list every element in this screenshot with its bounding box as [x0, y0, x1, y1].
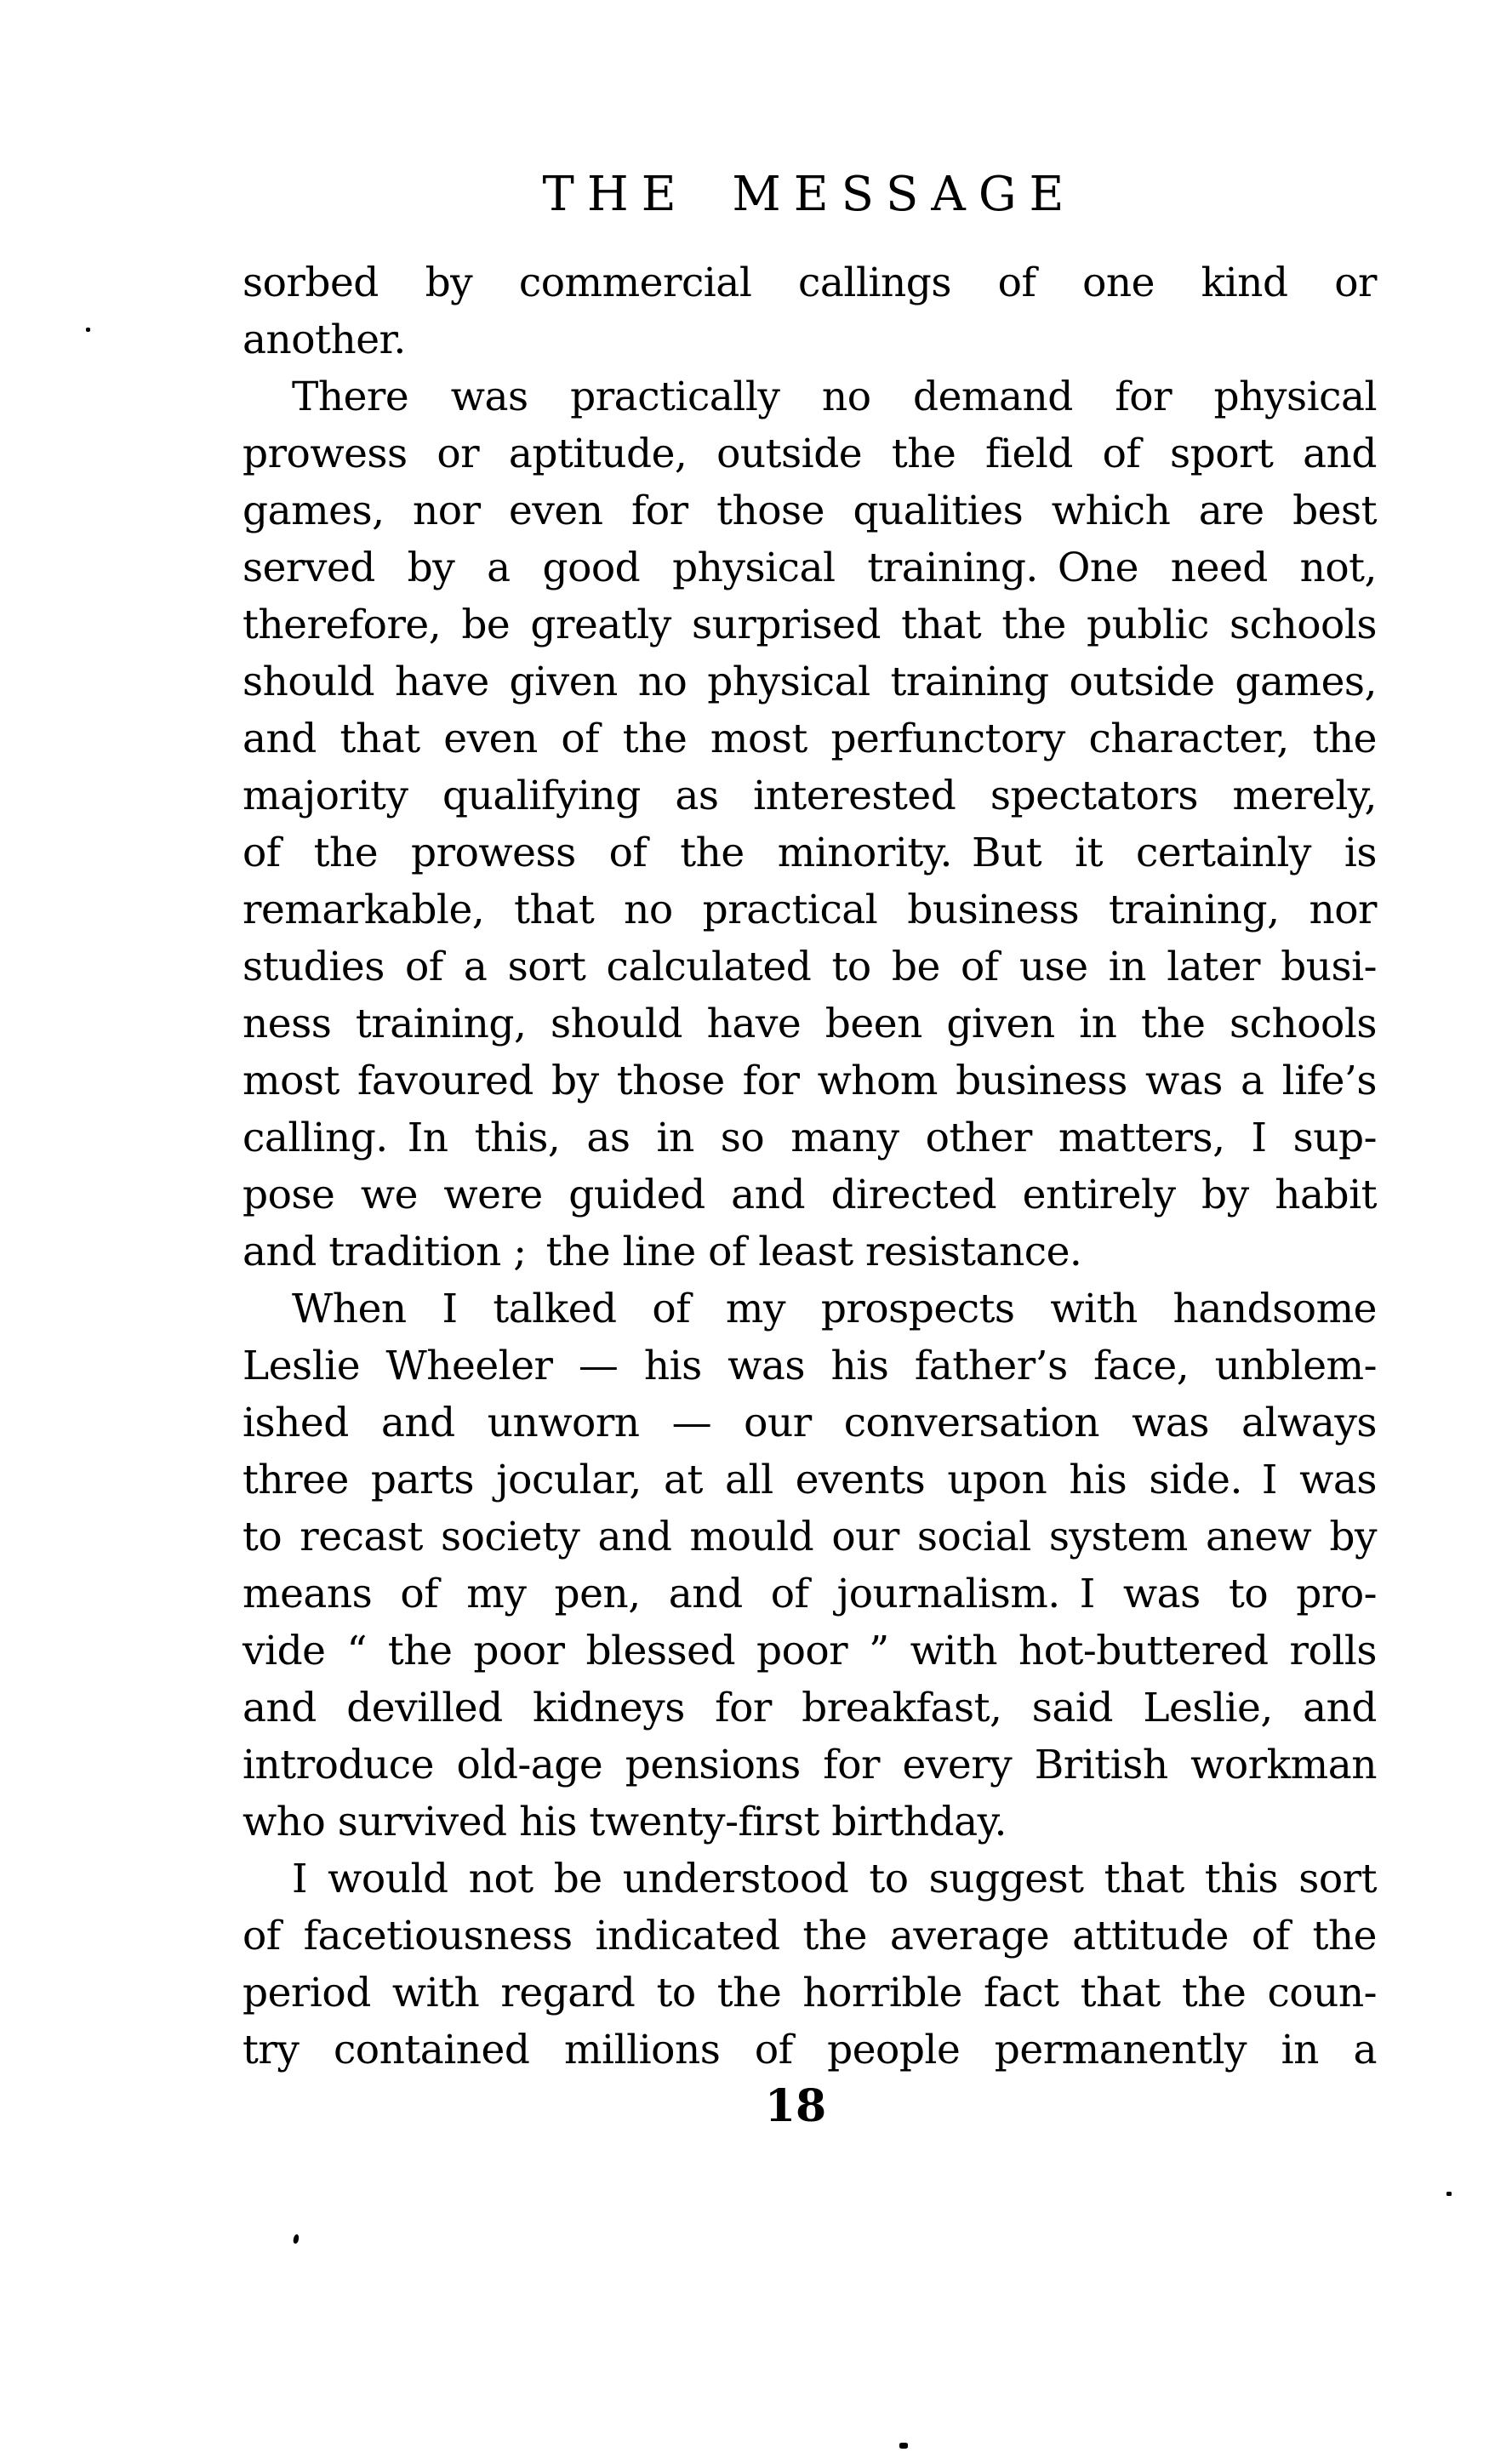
text-line: of the prowess of the minority. But it certainly is [242, 830, 1377, 876]
text-line: served by a good physical training. One need not, [242, 545, 1377, 591]
text-line: sorbed by commercial callings of one kind or [242, 259, 1377, 306]
text-line: who survived his twenty-first birthday. [242, 1799, 1007, 1845]
scan-speck [293, 2233, 300, 2244]
text-line: pose we were guided and directed entirely by habit [242, 1172, 1377, 1218]
text-line: There was practically no demand for physical [292, 374, 1377, 420]
text-line: and devilled kidneys for breakfast, said Leslie, and [242, 1685, 1377, 1731]
page-number: 18 [764, 2080, 827, 2132]
text-line: remarkable, that no practical business training, nor [242, 887, 1377, 933]
scan-speck [86, 328, 90, 332]
text-line: therefore, be greatly surprised that the public schools [242, 602, 1377, 648]
text-line: ished and unworn — our conversation was always [242, 1400, 1377, 1446]
text-line: period with regard to the horrible fact that the coun- [242, 1970, 1377, 2016]
text-line: should have given no physical training outside games, [242, 659, 1377, 705]
text-line: try contained millions of people permanently in a [242, 2027, 1377, 2073]
text-line: another. [242, 317, 406, 363]
text-line: and that even of the most perfunctory character, the [242, 716, 1377, 762]
text-line: to recast society and mould our social system anew by [242, 1514, 1377, 1560]
text-line: vide “ the poor blessed poor ” with hot-buttered rolls [242, 1628, 1377, 1674]
text-line: majority qualifying as interested spectators merely, [242, 773, 1377, 819]
text-line: prowess or aptitude, outside the field of sport and [242, 431, 1377, 477]
text-line: studies of a sort calculated to be of use in later busi- [242, 944, 1377, 990]
body-text [242, 254, 1377, 2079]
text-line: games, nor even for those qualities which are best [242, 488, 1377, 534]
text-line: and tradition ; the line of least resistance. [242, 1229, 1082, 1275]
text-line: means of my pen, and of journalism. I was to pro- [242, 1571, 1377, 1617]
text-line: Leslie Wheeler — his was his father’s face, unblem- [242, 1343, 1377, 1389]
text-line: of facetiousness indicated the average attitude of the [242, 1913, 1377, 1959]
text-line: ness training, should have been given in the schools [242, 1001, 1377, 1047]
text-line: calling. In this, as in so many other matters, I sup- [242, 1115, 1377, 1161]
text-line: most favoured by those for whom business was a life’s [242, 1058, 1377, 1104]
running-head-title: THE MESSAGE [542, 167, 1077, 222]
text-line: three parts jocular, at all events upon his side. I was [242, 1457, 1377, 1503]
text-line: introduce old-age pensions for every British workman [242, 1742, 1377, 1788]
scan-speck [899, 2443, 908, 2449]
text-line: When I talked of my prospects with handsome [292, 1286, 1377, 1332]
scan-speck [1446, 2192, 1452, 2196]
text-line: I would not be understood to suggest that this sort [292, 1856, 1377, 1902]
